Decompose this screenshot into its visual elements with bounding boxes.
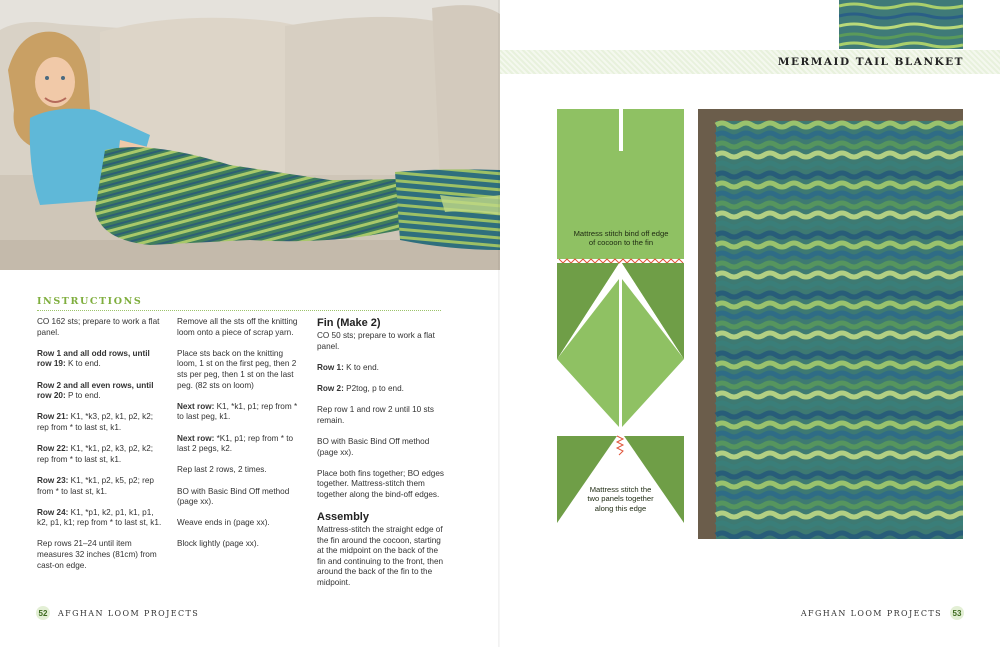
instruction-paragraph [317,363,447,374]
swatch-thumbnail [839,0,963,49]
row-label: Row 24: [37,507,69,517]
photo-illustration [0,0,500,270]
page-number: 52 [36,606,50,620]
fin-heading: Fin (Make 2) [317,317,381,329]
row-label: Row 22: [37,444,69,454]
instruction-paragraph [177,402,305,423]
instruction-paragraph [177,465,305,476]
instruction-paragraph [317,405,447,426]
swatch-thumbnail-graphic [839,0,963,49]
instruction-text: CO 50 sts; prepare to work a flat panel. [317,331,435,351]
instruction-text: P to end. [65,391,101,401]
instruction-text: Block lightly (page xx). [177,539,259,549]
row-label: Row 1: [317,362,344,372]
running-footer: AFGHAN LOOM PROJECTS [800,608,942,618]
running-footer: AFGHAN LOOM PROJECTS [58,608,200,618]
row-label: Row 2 and all even rows, until row 20: [37,380,154,401]
row-label: Row 23: [37,475,69,485]
instruction-paragraph [177,518,305,529]
instruction-text: Rep last 2 rows, 2 times. [177,465,267,475]
instructions-column-3 [317,317,447,599]
instruction-paragraph [177,487,305,508]
instruction-paragraph [37,508,165,529]
instruction-text: BO with Basic Bind Off method (page xx). [177,486,290,507]
assembly-heading: Assembly [317,511,369,524]
page-number: 53 [950,606,964,620]
instruction-text: Weave ends in (page xx). [177,518,270,528]
knit-swatch-photo [698,109,963,539]
instruction-paragraph [177,317,305,338]
instruction-text: CO 162 sts; prepare to work a flat panel. [37,317,160,337]
row-label: Row 1 and all odd rows, until row 19: [37,348,150,369]
instruction-paragraph [37,412,165,433]
instruction-paragraph [317,331,447,352]
folio-left [36,606,199,620]
instruction-paragraph [37,381,165,402]
instruction-text: Remove all the sts off the knitting loom onto a piece of scrap yarn. [177,317,298,337]
instruction-paragraph [177,434,305,455]
instruction-text: Rep row 1 and row 2 until 10 sts remain. [317,405,434,425]
photo-girl-mermaid-blanket [0,0,500,270]
instruction-text: Place both fins together; BO edges together. Mattress-stitch them together along the bind-off edges. [317,468,444,499]
row-label: Row 2: [317,383,344,393]
instructions-column-1 [37,317,165,582]
instructions-column-2 [177,317,305,561]
instruction-text: Mattress-stitch the straight edge of the fin around the cocoon, starting at the midpoint on the back of the fin and continuing to the front, then around the back of the fin to the midpoint. [317,525,444,588]
instruction-paragraph [317,437,447,458]
instruction-paragraph [317,525,447,589]
instruction-text: K1, *k1, p2, k3, p2, k2; rep from * to last st, k1. [37,444,154,464]
page-title: MERMAID TAIL BLANKET [777,56,964,68]
instructions-heading: INSTRUCTIONS [37,296,143,307]
instruction-paragraph [37,476,165,497]
instruction-text: *K1, p1; rep from * to last 2 pegs, k2. [177,433,294,454]
instruction-text: K1, *k1, p2, k5, p2; rep from * to last st, k1. [37,475,154,496]
instructions-divider [37,310,441,311]
instruction-paragraph [177,349,305,391]
instruction-text: BO with Basic Bind Off method (page xx). [317,436,430,457]
row-label: Next row: [177,433,215,443]
instruction-text: Place sts back on the knitting loom, 1 st on the first peg, then 2 sts per peg, then 1 st on the last peg. (82 sts on loom) [177,348,297,390]
instruction-paragraph [317,469,447,501]
row-label: Next row: [177,401,215,411]
instruction-paragraph [37,317,165,338]
assembly-diagram [557,109,684,529]
diagram-label-bottom: Mattress stitch the two panels together along this edge [587,485,654,513]
row-label: Row 21: [37,412,69,422]
folio-right [801,606,964,620]
instruction-paragraph [37,444,165,465]
instruction-text: K1, *k1, p1; rep from * to last peg, k1. [177,401,298,422]
instruction-paragraph [37,349,165,370]
instruction-text: P2tog, p to end. [343,383,404,393]
instruction-text: K1, *p1, k2, p1, k1, p1, k2, p1, k1; rep from * to last st, k1. [37,507,162,528]
instruction-paragraph [37,539,165,571]
diagram-label-top: Mattress stitch bind off edge of cocoon to the fin [573,229,669,248]
knit-swatch-graphic [698,109,963,539]
instruction-text: K to end. [343,362,379,372]
right-page [500,0,1000,647]
instruction-text: K to end. [65,359,101,369]
instruction-text: Rep rows 21–24 until item measures 32 inches (81cm) from cast-on edge. [37,539,157,570]
instruction-paragraph [177,539,305,550]
assembly-diagram-graphic [557,109,684,529]
instruction-text: K1, *k3, p2, k1, p2, k2; rep from * to last st, k1. [37,412,154,432]
instruction-paragraph [317,384,447,395]
